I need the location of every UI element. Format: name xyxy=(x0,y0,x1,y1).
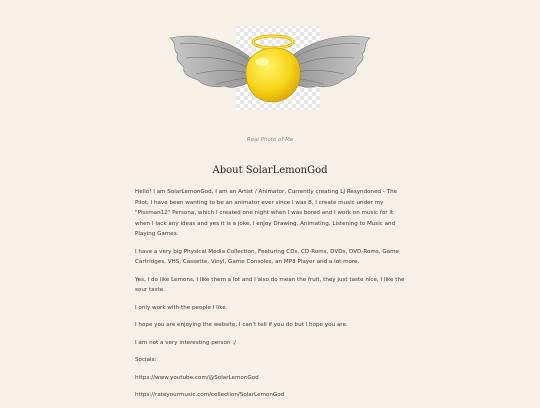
socials-label: Socials: xyxy=(135,357,157,363)
lemon xyxy=(246,48,300,102)
youtube-link[interactable]: https://www.youtube.com/@SolarLemonGod xyxy=(135,374,259,381)
about-paragraph: I only work with the people I like. xyxy=(135,304,228,311)
about-paragraph: I have a very big Physical Media Collection, Featuring CDs, CD-Roms, DVDs, DVD-Roms, Game Cartridges, VHS, Cassette, Vinyl, Game Consoles, an MP3 Player and a lot more. xyxy=(135,248,399,265)
about-paragraph: I hope you are enjoying the website, I can't tell if you do but I hope you are. xyxy=(135,322,348,328)
about-content xyxy=(135,187,407,408)
hero-caption: Real Photo of Me xyxy=(246,137,294,143)
about-paragraph: Hello! I am SolarLemonGod, I am an Artist / Animator, Currently creating LJ Resyndoned - The Pilot, I have been wanting to be an animator ever since I was 8, I create music under my "Pissman12" Persona, which I created one night when I was bored and I work on music for it when I lack any ideas and yes it is a joke, I enjoy Drawing, Animating, Listening to Music and Playing Games. xyxy=(135,189,398,237)
page-title: About SolarLemonGod xyxy=(212,165,328,176)
hero-image xyxy=(168,20,372,112)
rateyourmusic-link[interactable]: https://rateyourmusic.com/collection/SolarLemonGod xyxy=(135,392,285,398)
about-paragraph: I am not a very interesting person :/ xyxy=(135,339,236,346)
winged-lemon-image xyxy=(168,20,372,112)
about-paragraph: Yes, I do like Lemons, I like them a lot and I also do mean the fruit, they just taste nice, I like the sour taste. xyxy=(135,276,405,293)
